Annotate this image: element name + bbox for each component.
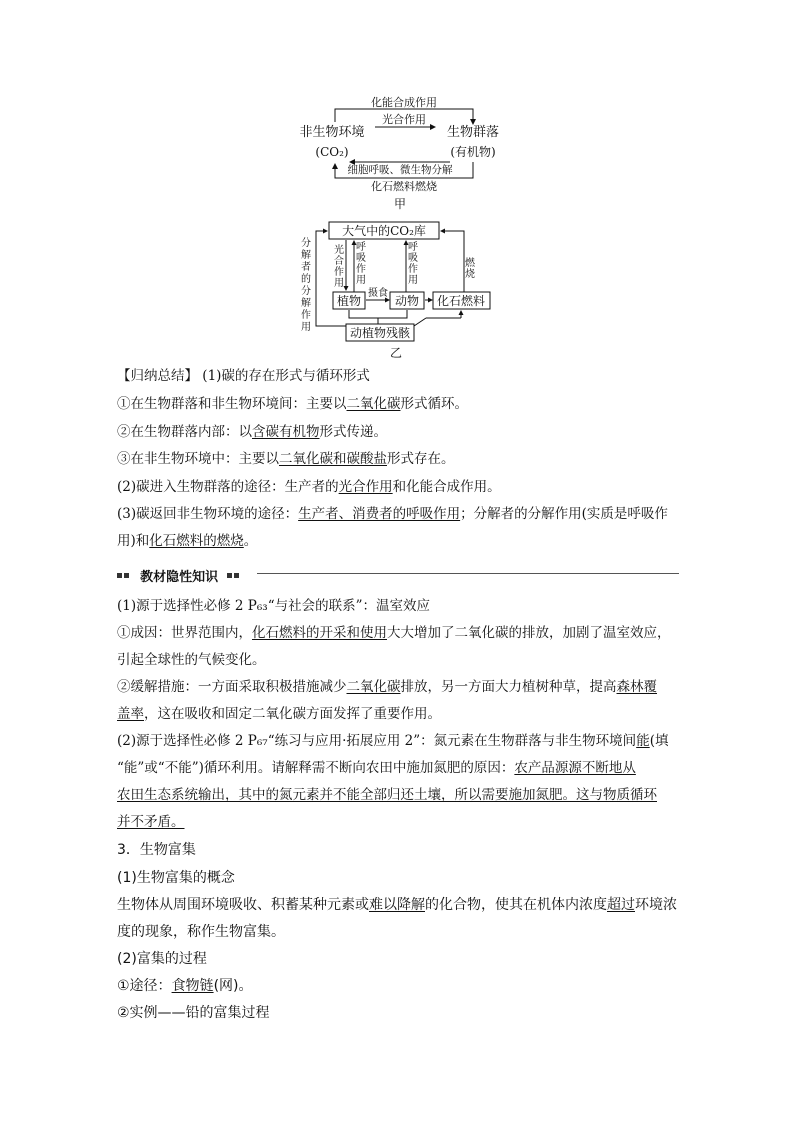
answer-underline: 化石燃料的燃烧 bbox=[149, 533, 244, 549]
chemosynthesis-label: 化能合成作用 bbox=[371, 96, 437, 109]
hidden-p4: ②缓解措施：一方面采取积极措施减少二氧化碳排放，另一方面大力植树种草，提高森林覆 bbox=[117, 679, 657, 695]
svg-text:呼: 呼 bbox=[356, 242, 366, 253]
diagram-caption-jia: 甲 bbox=[393, 197, 407, 211]
hidden-p1: (1)源于选择性必修 2 P₆₃“与社会的联系”：温室效应 bbox=[117, 598, 431, 614]
section-title: 教材隐性知识 bbox=[140, 570, 219, 585]
answer-underline: 并不矛盾。 bbox=[117, 814, 185, 830]
section-rule bbox=[257, 573, 679, 574]
svg-text:呼: 呼 bbox=[408, 242, 418, 253]
answer-underline: 二氧化碳和碳酸盐 bbox=[279, 451, 387, 467]
summary-line-1: ①在生物群落和非生物环境间：主要以二氧化碳形式循环。 bbox=[117, 396, 468, 412]
hidden-p5: 盖率，这在吸收和固定二氧化碳方面发挥了重要作用。 bbox=[117, 706, 441, 722]
summary-bracket: 【归纳总结】 bbox=[117, 368, 198, 384]
answer-underline: 二氧化碳 bbox=[346, 396, 401, 412]
svg-text:用: 用 bbox=[334, 278, 344, 289]
hidden-p9 bbox=[117, 813, 185, 831]
abiotic-node-sub: (CO₂) bbox=[315, 145, 349, 159]
enrichment-s2: (2)富集的过程 bbox=[117, 951, 207, 967]
svg-text:的: 的 bbox=[301, 274, 311, 285]
remains-label: 动植物残骸 bbox=[349, 326, 411, 340]
svg-text:者: 者 bbox=[301, 262, 311, 273]
answer-underline: 能 bbox=[636, 733, 650, 749]
svg-text:用: 用 bbox=[356, 275, 366, 286]
section-square-icon bbox=[117, 573, 122, 578]
svg-text:用: 用 bbox=[408, 275, 418, 286]
photosynthesis-label: 光合作用 bbox=[382, 113, 426, 126]
svg-text:作: 作 bbox=[356, 264, 366, 275]
svg-text:解: 解 bbox=[301, 298, 311, 309]
enrichment-route: ①途径：食物链(网)。 bbox=[117, 978, 253, 994]
svg-text:分: 分 bbox=[301, 238, 311, 249]
answer-underline: 盖率 bbox=[117, 706, 144, 722]
fossil-burning-label: 化石燃料燃烧 bbox=[371, 180, 437, 193]
hidden-p8 bbox=[117, 786, 657, 804]
enrichment-example: ②实例——铅的富集过程 bbox=[117, 1005, 270, 1021]
biotic-node: 生物群落 bbox=[446, 125, 500, 140]
answer-underline: 光合作用 bbox=[338, 479, 393, 495]
carbon-cycle-diagram-jia bbox=[290, 92, 510, 212]
answer-underline: 食物链 bbox=[171, 978, 214, 994]
svg-text:燃: 燃 bbox=[465, 258, 475, 269]
hidden-p6: (2)源于选择性必修 2 P₆₇“练习与应用·拓展应用 2”：氮元素在生物群落与非生物环境间能(填 bbox=[117, 733, 669, 749]
carbon-cycle-diagram-yi bbox=[296, 218, 501, 362]
hidden-p2: ①成因：世界范围内，化石燃料的开采和使用大大增加了二氧化碳的排放，加剧了温室效应， bbox=[117, 625, 671, 641]
respiration-label: 细胞呼吸、微生物分解 bbox=[347, 164, 453, 176]
burning-arrow bbox=[441, 231, 464, 292]
biotic-node-sub: (有机物) bbox=[450, 145, 496, 159]
burning-label bbox=[465, 256, 476, 280]
plant-label: 植物 bbox=[336, 294, 362, 308]
animal-label: 动物 bbox=[394, 294, 420, 308]
fossil-label: 化石燃料 bbox=[436, 294, 486, 308]
enrichment-s1: (1)生物富集的概念 bbox=[117, 870, 235, 886]
answer-underline: 农产品源源不断地从 bbox=[514, 760, 636, 776]
summary-head-text: (1)碳的存在形式与循环形式 bbox=[202, 368, 370, 384]
answer-underline: 超过 bbox=[607, 897, 635, 913]
svg-text:作: 作 bbox=[408, 264, 418, 275]
answer-underline: 含碳有机物 bbox=[252, 424, 320, 440]
section-header-hidden-knowledge bbox=[117, 565, 679, 585]
svg-text:吸: 吸 bbox=[408, 253, 418, 264]
answer-underline: 农田生态系统输出，其中的氮元素并不能全部归还土壤，所以需要施加氮肥。这与物质循环 bbox=[117, 787, 657, 803]
enrichment-heading: 3．生物富集 bbox=[117, 842, 196, 858]
summary-line-4: (2)碳进入生物群落的途径：生产者的光合作用和化能合成作用。 bbox=[117, 479, 501, 495]
summary-line-5: (3)碳返回非生物环境的途径：生产者、消费者的呼吸作用；分解者的分解作用(实质是呼吸作 bbox=[117, 506, 668, 522]
summary-line-3: ③在非生物环境中：主要以二氧化碳和碳酸盐形式存在。 bbox=[117, 451, 455, 467]
svg-text:分: 分 bbox=[301, 286, 311, 297]
svg-text:光: 光 bbox=[334, 245, 344, 256]
svg-text:合: 合 bbox=[334, 256, 344, 267]
decomposer-label bbox=[301, 236, 311, 333]
summary-line-6: 用)和化石燃料的燃烧。 bbox=[117, 533, 258, 549]
answer-underline: 化石燃料的开采和使用 bbox=[252, 625, 387, 641]
hidden-p3: 引起全球性的气候变化。 bbox=[117, 652, 266, 668]
svg-text:吸: 吸 bbox=[356, 253, 366, 264]
enrichment-def-1: 生物体从周围环境吸收、积蓄某种元素或难以降解的化合物，使其在机体内浓度超过环境浓 bbox=[117, 897, 677, 913]
svg-text:用: 用 bbox=[301, 322, 311, 333]
answer-underline: 二氧化碳 bbox=[346, 679, 401, 695]
summary-line-2: ②在生物群落内部：以含碳有机物形式传递。 bbox=[117, 424, 387, 440]
section-square-icon bbox=[227, 573, 232, 578]
atmosphere-co2-label: 大气中的CO₂库 bbox=[342, 224, 426, 238]
abiotic-node: 非生物环境 bbox=[299, 125, 365, 140]
animal-respiration-label bbox=[408, 241, 418, 286]
section-square-icon bbox=[234, 573, 239, 578]
svg-text:作: 作 bbox=[334, 267, 344, 278]
diagram-caption-yi: 乙 bbox=[389, 346, 403, 360]
photosynthesis-vertical-label bbox=[334, 243, 344, 289]
enrichment-def-2: 度的现象，称作生物富集。 bbox=[117, 924, 285, 940]
svg-text:烧: 烧 bbox=[465, 269, 475, 280]
answer-underline: 生产者、消费者的呼吸作用 bbox=[298, 506, 461, 522]
section-square-icon bbox=[124, 573, 129, 578]
to-remains-lines bbox=[349, 310, 407, 318]
answer-underline: 森林覆 bbox=[616, 679, 657, 695]
eating-label: 摄食 bbox=[368, 288, 388, 299]
svg-text:作: 作 bbox=[301, 310, 311, 321]
hidden-p7: “能”或“不能”)循环利用。请解释需不断向农田中施加氮肥的原因：农产品源源不断地从 bbox=[117, 760, 636, 776]
summary-heading bbox=[117, 367, 370, 385]
answer-underline: 难以降解 bbox=[369, 897, 425, 913]
plant-respiration-label bbox=[356, 241, 366, 286]
remains-connector bbox=[414, 318, 426, 326]
svg-text:解: 解 bbox=[301, 250, 311, 261]
